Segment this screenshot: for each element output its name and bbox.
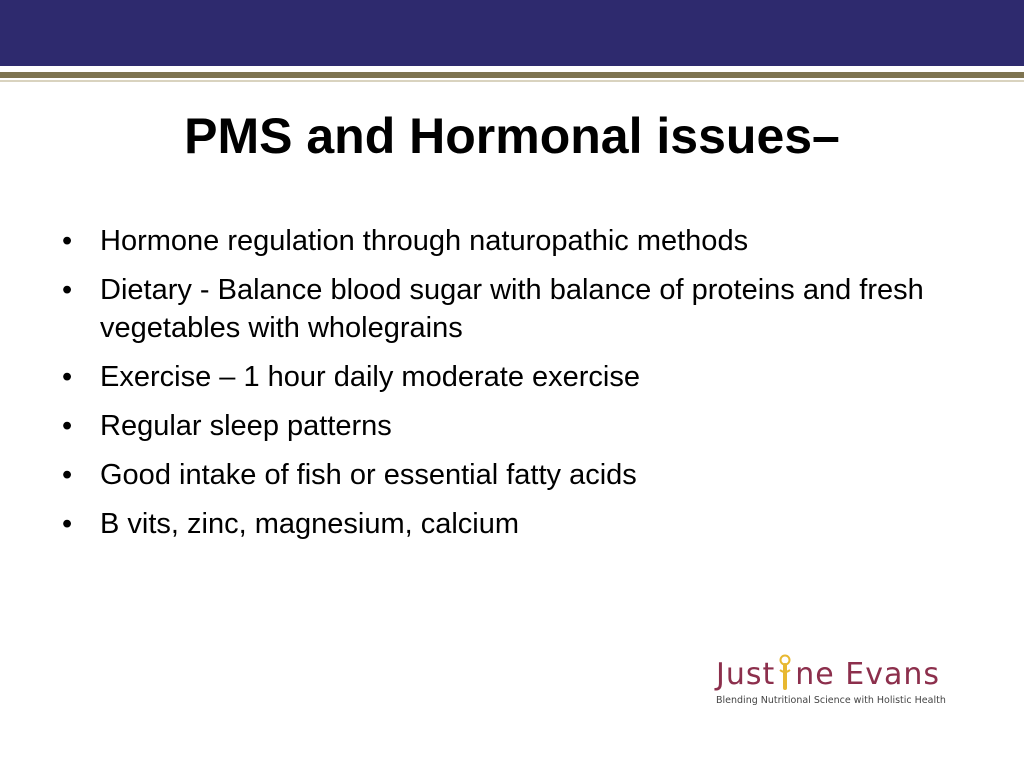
bullet-icon: • — [62, 508, 73, 540]
bullet-item — [56, 505, 956, 543]
bullet-icon: • — [62, 274, 73, 306]
bullet-item — [56, 222, 956, 260]
figure-i-icon — [775, 654, 795, 690]
bullet-list — [56, 222, 956, 554]
bullet-text: Exercise – 1 hour daily moderate exercise — [100, 361, 640, 393]
header-rule — [0, 72, 1024, 78]
bullet-item — [56, 271, 956, 347]
bullet-item — [56, 358, 956, 396]
bullet-icon: • — [62, 361, 73, 393]
logo — [716, 654, 964, 714]
bullet-icon: • — [62, 459, 73, 491]
bullet-item — [56, 456, 956, 494]
bullet-icon: • — [62, 225, 73, 257]
header-rule-thin — [0, 80, 1024, 82]
header-band — [0, 0, 1024, 66]
bullet-text: Dietary - Balance blood sugar with balance of proteins and fresh vegetables with wholegrains — [100, 274, 924, 344]
bullet-text: Regular sleep patterns — [100, 410, 392, 442]
logo-name — [716, 654, 940, 694]
slide-title: PMS and Hormonal issues– — [184, 108, 840, 164]
logo-tagline: Blending Nutritional Science with Holistic Health — [716, 695, 946, 706]
logo-name-part2: ne Evans — [795, 657, 941, 692]
bullet-text: Hormone regulation through naturopathic methods — [100, 225, 749, 257]
logo-name-part1: Just — [716, 657, 776, 692]
bullet-item — [56, 407, 956, 445]
bullet-text: Good intake of fish or essential fatty acids — [100, 459, 637, 491]
bullet-text: B vits, zinc, magnesium, calcium — [100, 508, 520, 540]
bullet-icon: • — [62, 410, 73, 442]
